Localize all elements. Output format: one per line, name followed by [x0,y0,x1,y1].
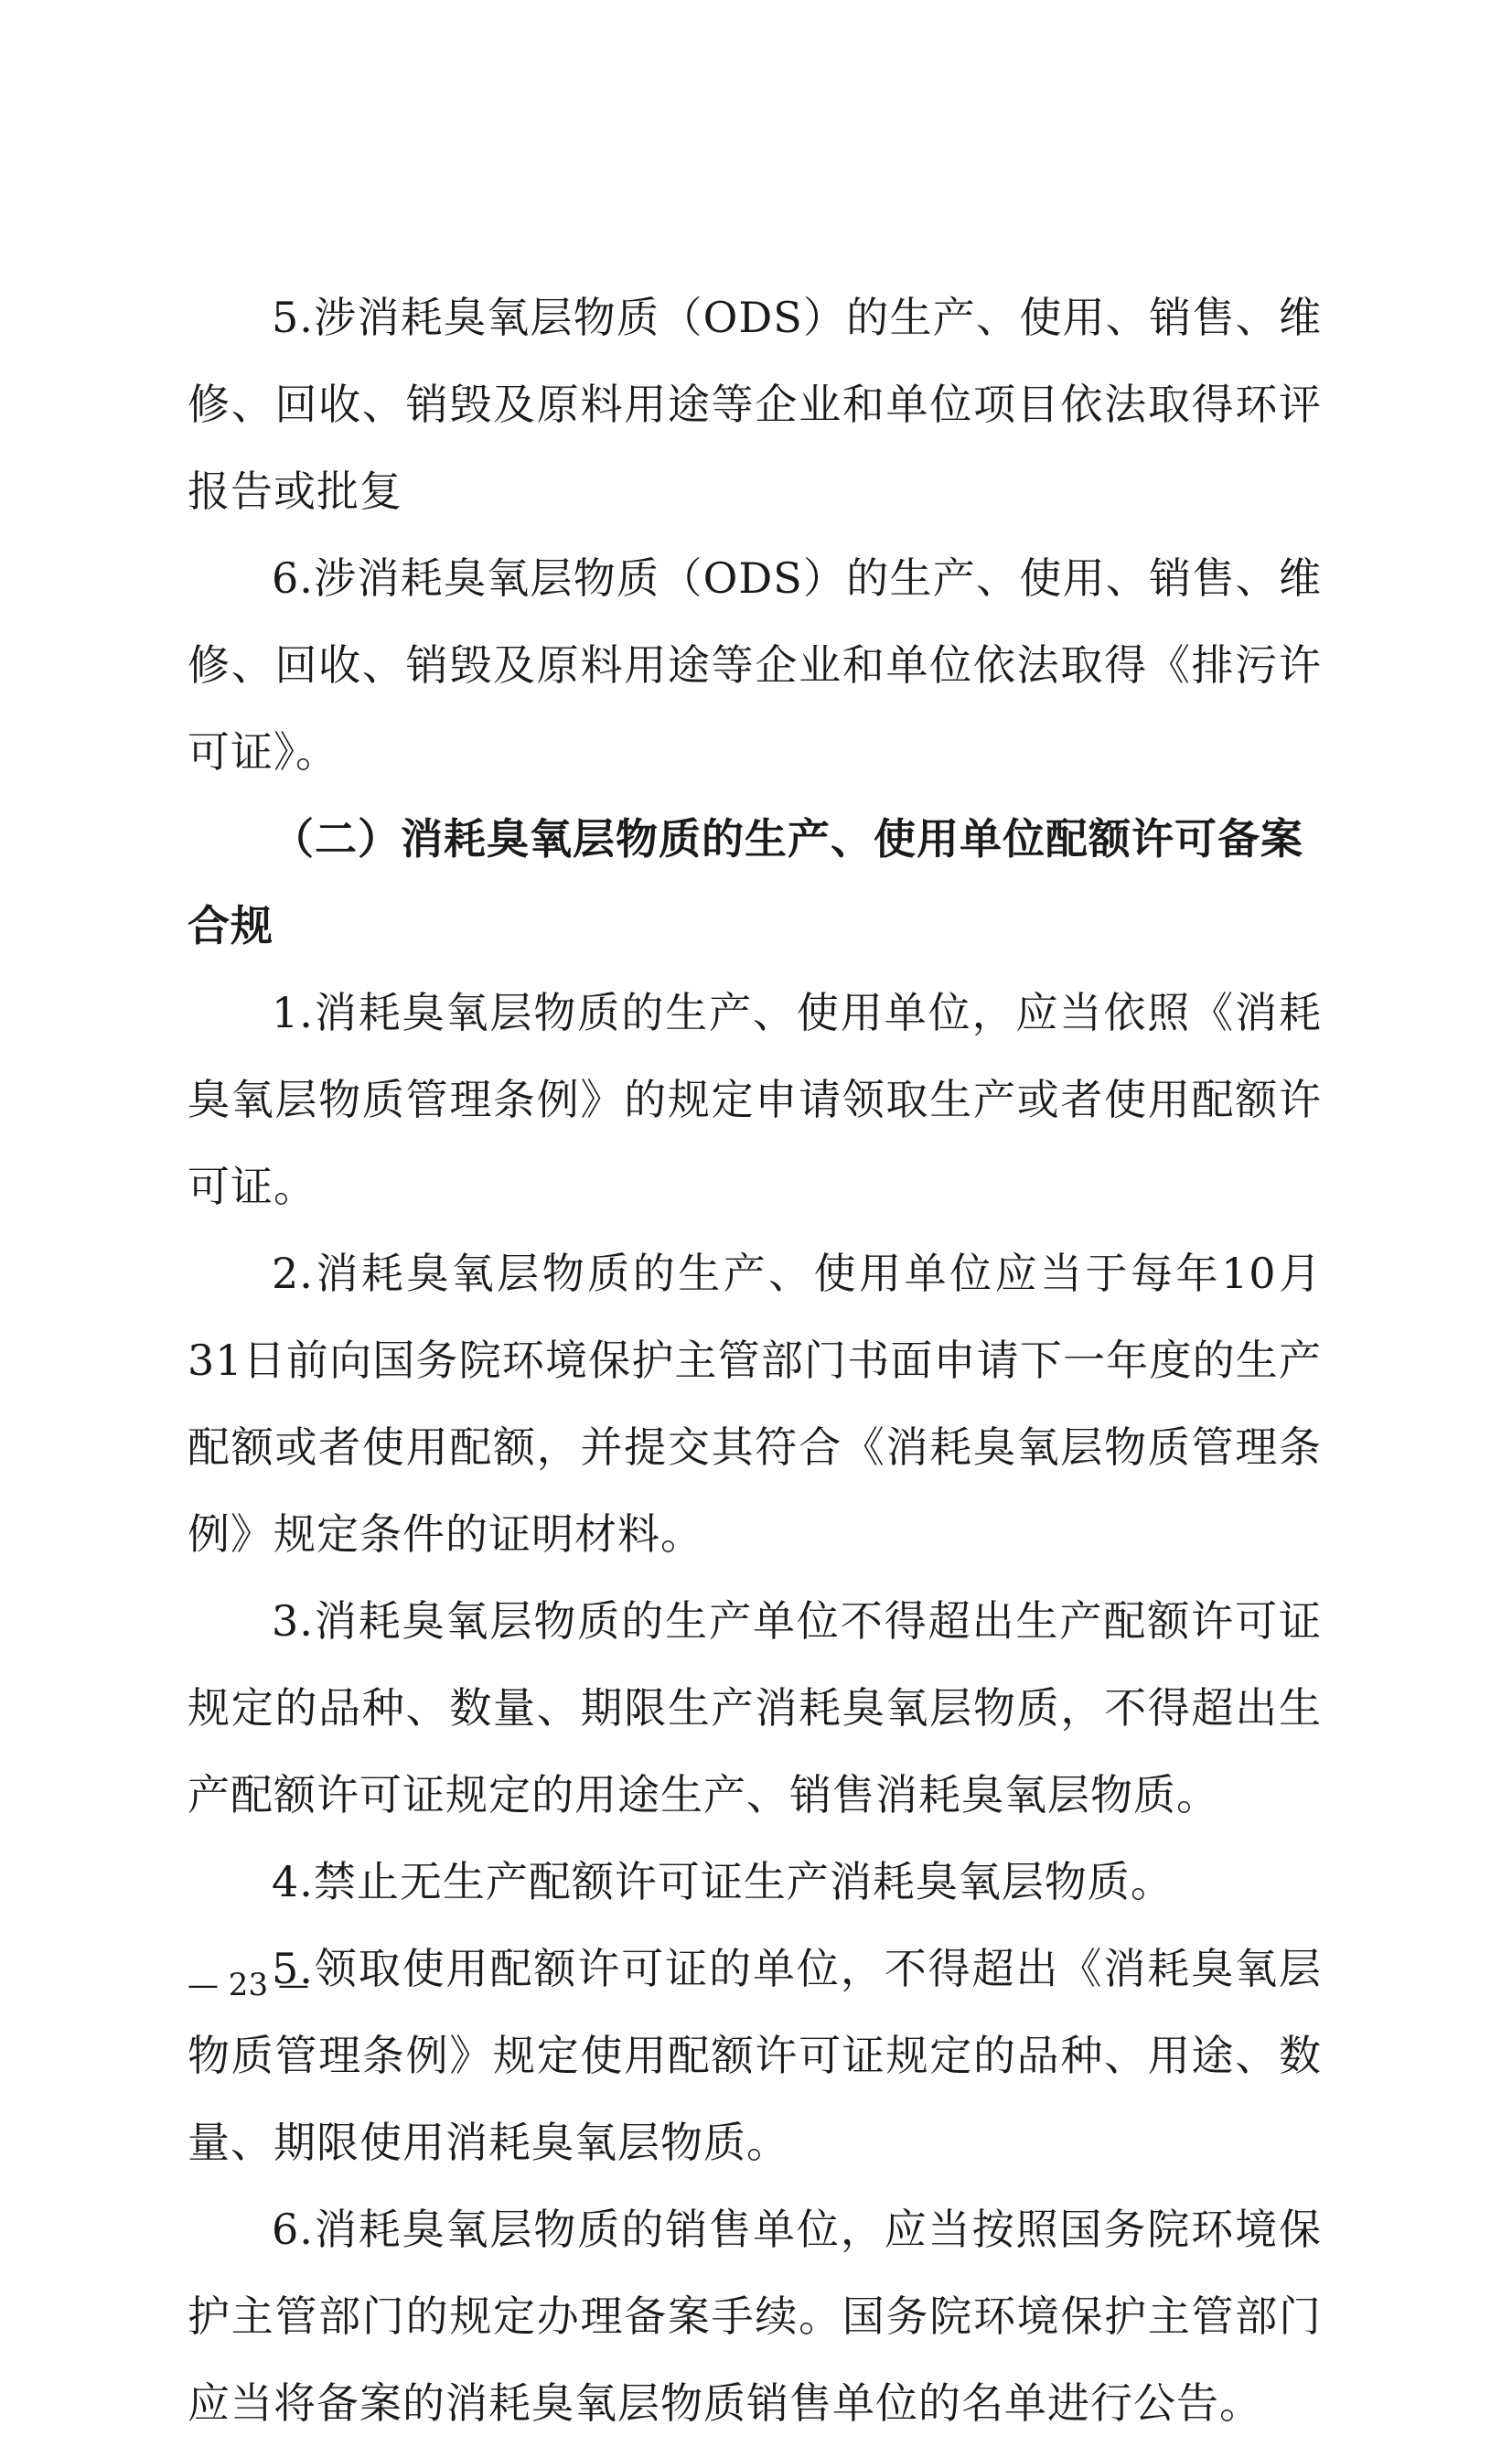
document-body [188,274,1322,2447]
paragraph-item-3: 3.消耗臭氧层物质的生产单位不得超出生产配额许可证规定的品种、数量、期限生产消耗臭氧层物质，不得超出生产配额许可证规定的用途生产、销售消耗臭氧层物质。 [188,1596,1322,1819]
paragraph-item-4: 4.禁止无生产配额许可证生产消耗臭氧层物质。 [272,1857,1174,1906]
section-heading: （二）消耗臭氧层物质的生产、使用单位配额许可备案合规 [188,814,1303,950]
paragraph-item-2: 2.消耗臭氧层物质的生产、使用单位应当于每年10月31日前向国务院环境保护主管部门书面申请下一年度的生产配额或者使用配额，并提交其符合《消耗臭氧层物质管理条例》规定条件的证明材料。 [188,1249,1322,1559]
paragraph-item-5: 5.领取使用配额许可证的单位，不得超出《消耗臭氧层物质管理条例》规定使用配额许可证规定的品种、用途、数量、期限使用消耗臭氧层物质。 [188,1944,1322,2167]
paragraph-ods-eia: 5.涉消耗臭氧层物质（ODS）的生产、使用、销售、维修、回收、销毁及原料用途等企业和单位项目依法取得环评报告或批复 [188,293,1322,516]
page-number: — 23 — [188,1967,309,2003]
paragraph-item-6: 6.消耗臭氧层物质的销售单位，应当按照国务院环境保护主管部门的规定办理备案手续。国务院环境保护主管部门应当将备案的消耗臭氧层物质销售单位的名单进行公告。 [188,2205,1322,2428]
paragraph-ods-permit: 6.涉消耗臭氧层物质（ODS）的生产、使用、销售、维修、回收、销毁及原料用途等企业和单位依法取得《排污许可证》。 [188,553,1322,777]
paragraph-item-1: 1.消耗臭氧层物质的生产、使用单位，应当依照《消耗臭氧层物质管理条例》的规定申请领取生产或者使用配额许可证。 [188,988,1322,1211]
